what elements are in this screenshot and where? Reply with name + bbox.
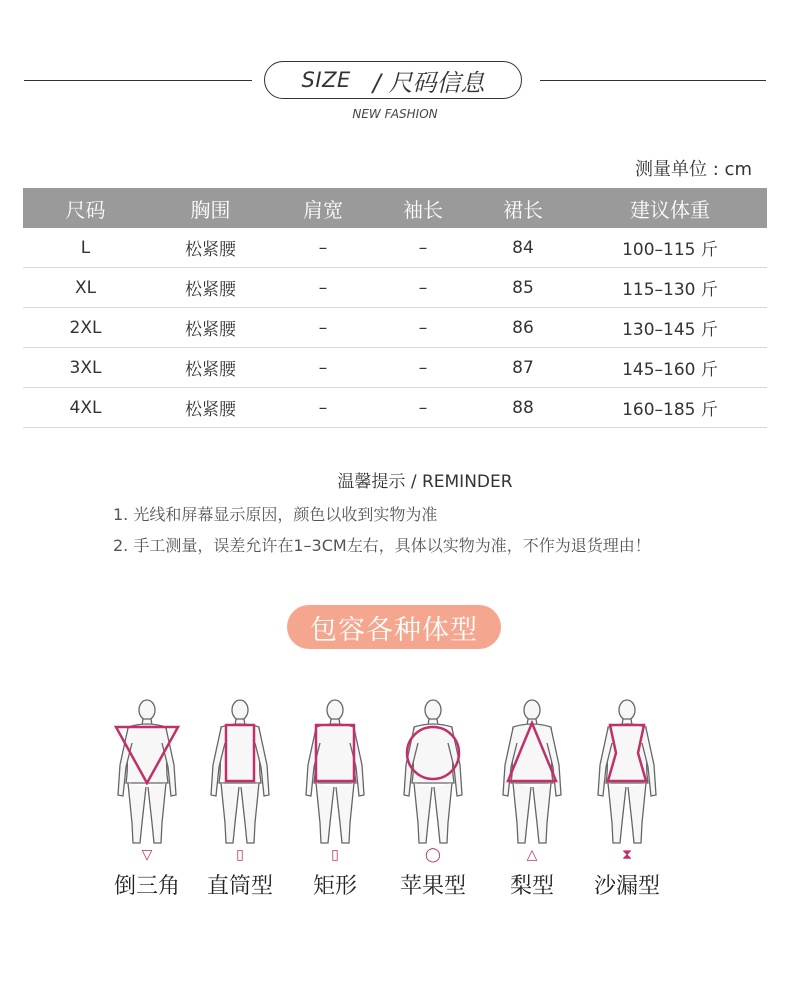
reminder-note: 1. 光线和屏幕显示原因，颜色以收到实物为准 <box>113 505 438 524</box>
table-cell: 3XL <box>23 348 148 388</box>
shape-symbol-icon: ◯ <box>425 847 441 863</box>
table-cell: 160–185 斤 <box>573 388 767 428</box>
body-figure-icon <box>290 695 380 863</box>
body-type-apple <box>388 695 478 900</box>
body-figure-icon <box>582 695 672 863</box>
body-figure-icon <box>388 695 478 863</box>
table-cell: – <box>273 228 373 268</box>
table-header-cell: 袖长 <box>373 188 473 228</box>
table-cell: – <box>273 268 373 308</box>
table-cell: 4XL <box>23 388 148 428</box>
table-header-cell: 胸围 <box>148 188 273 228</box>
body-type-straight <box>195 695 285 900</box>
body-figure-icon <box>102 695 192 863</box>
shape-symbol-icon: △ <box>526 847 538 863</box>
table-cell: 145–160 斤 <box>573 348 767 388</box>
size-table <box>23 188 767 428</box>
shape-symbol-icon: ▽ <box>141 847 153 863</box>
body-figure-icon <box>487 695 577 863</box>
table-cell: – <box>273 348 373 388</box>
unit-label: 测量单位 : cm <box>635 159 752 180</box>
table-header-cell: 建议体重 <box>573 188 767 228</box>
shape-symbol-icon: ▯ <box>236 847 244 863</box>
table-cell: 2XL <box>23 308 148 348</box>
table-cell: 87 <box>473 348 573 388</box>
table-cell: – <box>373 348 473 388</box>
table-cell: 85 <box>473 268 573 308</box>
table-header-cell: 裙长 <box>473 188 573 228</box>
table-cell: 松紧腰 <box>148 348 273 388</box>
table-row <box>23 388 767 428</box>
table-cell: 松紧腰 <box>148 388 273 428</box>
size-title-en: SIZE <box>301 68 351 92</box>
body-type-label: 直筒型 <box>206 874 273 899</box>
body-type-figures <box>100 695 690 905</box>
table-cell: – <box>373 388 473 428</box>
body-type-rectangle <box>290 695 380 900</box>
subtitle: NEW FASHION <box>352 107 438 121</box>
reminder-title: 温馨提示 / REMINDER <box>337 472 513 492</box>
body-type-hourglass <box>582 695 672 900</box>
size-title-pill <box>264 61 522 99</box>
table-header-cell: 肩宽 <box>273 188 373 228</box>
body-type-label: 苹果型 <box>399 874 466 899</box>
table-row <box>23 268 767 308</box>
body-type-inverted-triangle <box>102 695 192 900</box>
size-title-zh: / 尺码信息 <box>372 68 485 97</box>
body-type-pear <box>487 695 577 900</box>
shape-symbol-icon: ⧗ <box>622 847 632 863</box>
title-rule-left <box>24 80 252 81</box>
table-cell: 松紧腰 <box>148 308 273 348</box>
table-header-cell: 尺码 <box>23 188 148 228</box>
table-cell: – <box>373 268 473 308</box>
title-rule-right <box>540 80 766 81</box>
body-type-label: 沙漏型 <box>593 874 660 899</box>
table-cell: 松紧腰 <box>148 268 273 308</box>
body-figure-icon <box>195 695 285 863</box>
body-type-badge: 包容各种体型 <box>287 605 501 649</box>
table-cell: – <box>273 388 373 428</box>
body-type-label: 倒三角 <box>113 874 180 899</box>
table-cell: XL <box>23 268 148 308</box>
table-cell: 84 <box>473 228 573 268</box>
table-row <box>23 308 767 348</box>
table-cell: 88 <box>473 388 573 428</box>
body-type-label: 矩形 <box>312 874 357 899</box>
table-cell: 松紧腰 <box>148 228 273 268</box>
table-cell: L <box>23 228 148 268</box>
table-cell: – <box>373 228 473 268</box>
table-cell: 130–145 斤 <box>573 308 767 348</box>
table-header-row <box>23 188 767 228</box>
table-row <box>23 348 767 388</box>
table-cell: 100–115 斤 <box>573 228 767 268</box>
table-cell: – <box>273 308 373 348</box>
reminder-note: 2. 手工测量，误差允许在1–3CM左右，具体以实物为准，不作为退货理由！ <box>113 536 651 555</box>
shape-symbol-icon: ▯ <box>331 847 339 863</box>
body-type-label: 梨型 <box>509 874 554 899</box>
table-cell: 86 <box>473 308 573 348</box>
table-row <box>23 228 767 268</box>
table-cell: 115–130 斤 <box>573 268 767 308</box>
table-cell: – <box>373 308 473 348</box>
